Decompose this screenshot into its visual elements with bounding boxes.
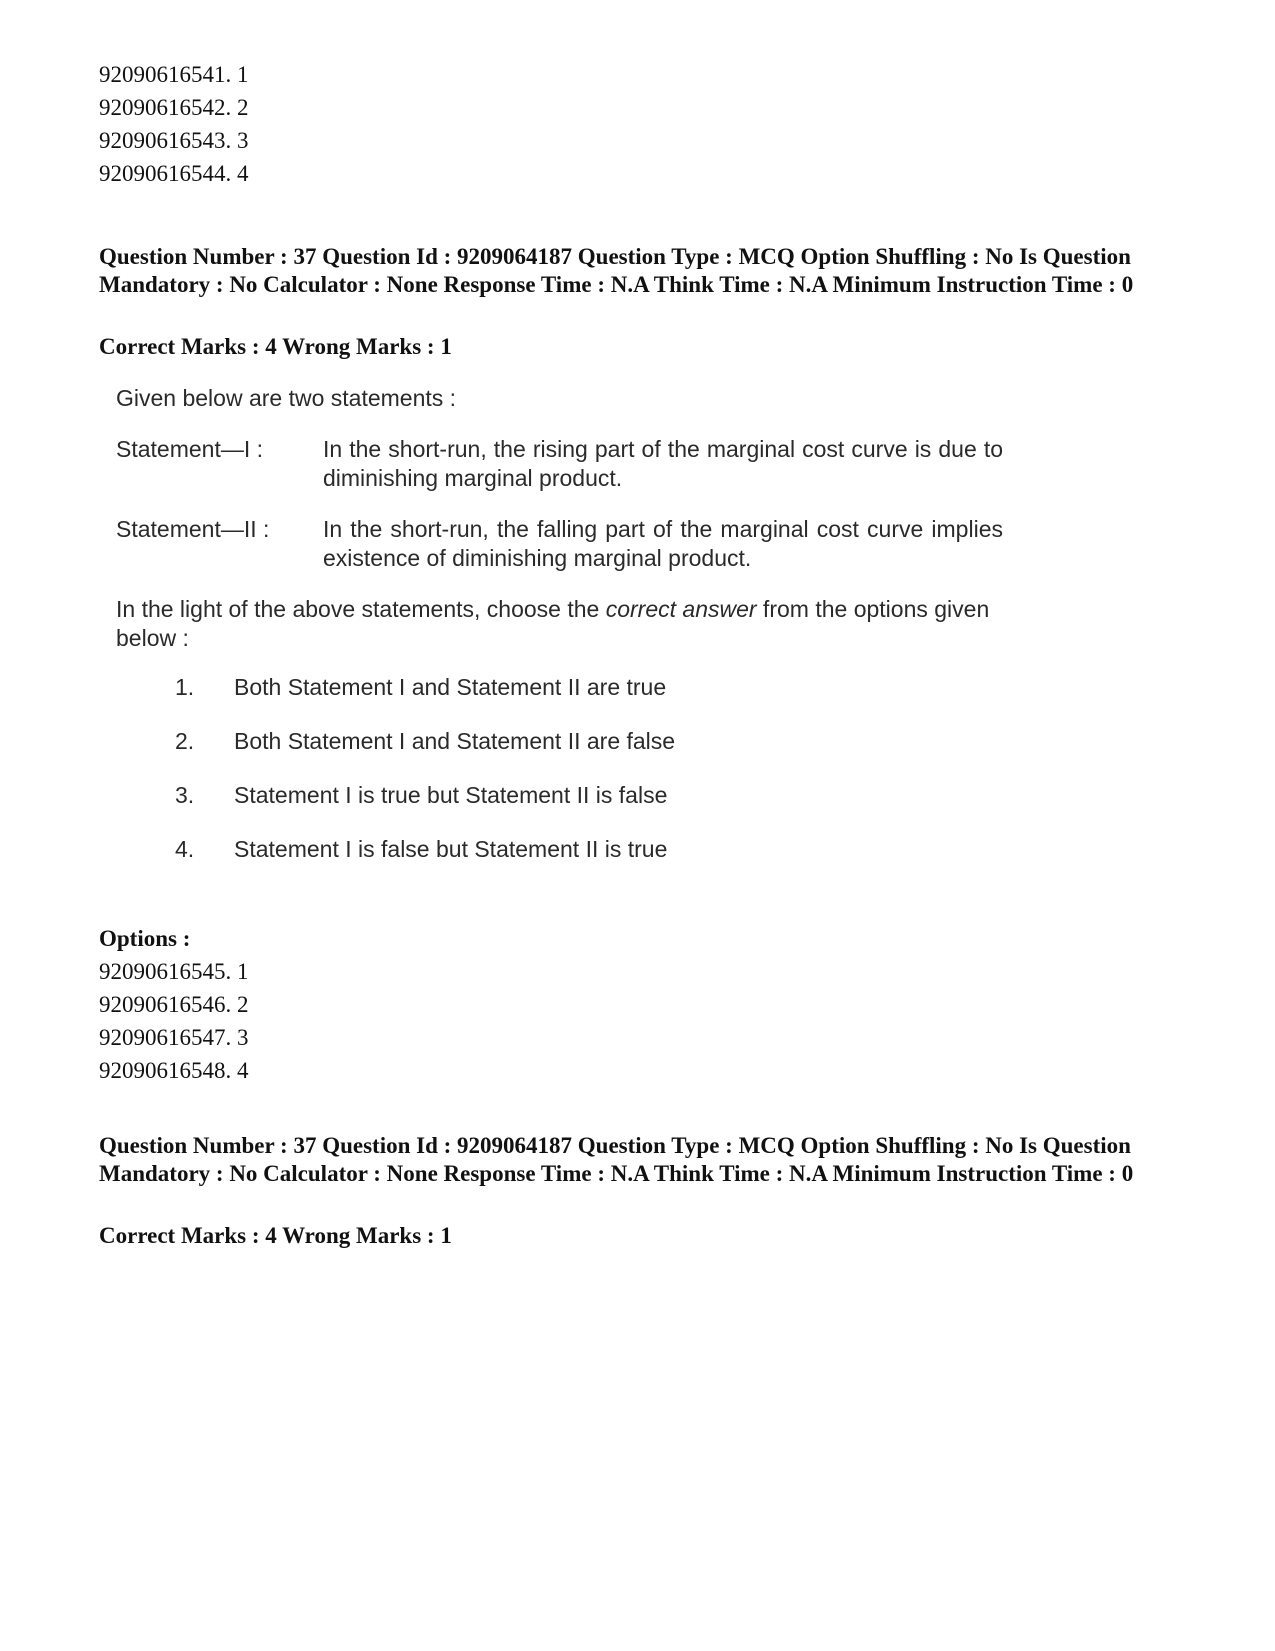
answer-choice <box>175 835 1016 889</box>
question-prompt <box>116 595 1001 653</box>
statement-label: Statement—II : <box>116 516 270 542</box>
option-id-line: 92090616548. 4 <box>99 1058 249 1083</box>
statement-row <box>116 435 1016 493</box>
question-prompt-emphasis: correct answer <box>605 596 757 622</box>
next-question-meta-header: Question Number : 37 Question Id : 9209064187 Question Type : MCQ Option Shuffling : No Is Question Mandatory : No Calculator : None Response Time : N.A Think Time : N.A Minimum Instruction Time : 0 <box>99 1133 1134 1186</box>
option-id-line: 92090616544. 4 <box>99 161 249 186</box>
choice-text: Statement I is false but Statement II is true <box>234 836 668 862</box>
answer-choice <box>175 781 1016 835</box>
option-id-line: 92090616543. 3 <box>99 128 249 153</box>
choice-number: 3. <box>175 782 195 808</box>
question-body <box>116 384 1016 889</box>
option-id-line: 92090616541. 1 <box>99 62 249 87</box>
question-marks: Correct Marks : 4 Wrong Marks : 1 <box>99 334 452 359</box>
choice-text: Both Statement I and Statement II are false <box>234 728 676 754</box>
options-label: Options : <box>99 926 191 951</box>
question-prompt-before: In the light of the above statements, choose the <box>116 596 606 622</box>
question-intro: Given below are two statements : <box>116 385 457 411</box>
question-prompt-after: from the options given below : <box>116 596 990 651</box>
question-meta-header: Question Number : 37 Question Id : 9209064187 Question Type : MCQ Option Shuffling : No Is Question Mandatory : No Calculator : None Response Time : N.A Think Time : N.A Minimum Instruction Time : 0 <box>99 244 1134 297</box>
statement-text: In the short-run, the falling part of the marginal cost curve implies existence of diminishing marginal product. <box>323 516 1003 571</box>
choice-text: Both Statement I and Statement II are true <box>234 674 667 700</box>
answer-choice <box>175 727 1016 781</box>
option-id-line: 92090616545. 1 <box>99 959 249 984</box>
statement-label: Statement—I : <box>116 436 264 462</box>
choice-number: 1. <box>175 674 195 700</box>
options-list <box>99 922 1199 1087</box>
option-id-line: 92090616546. 2 <box>99 992 249 1017</box>
previous-options-list <box>99 58 1199 190</box>
statement-text: In the short-run, the rising part of the marginal cost curve is due to diminishing marginal product. <box>323 436 1003 491</box>
statement-row <box>116 515 1016 573</box>
choice-text: Statement I is true but Statement II is false <box>234 782 668 808</box>
choice-number: 4. <box>175 836 195 862</box>
option-id-line: 92090616547. 3 <box>99 1025 249 1050</box>
next-question-marks: Correct Marks : 4 Wrong Marks : 1 <box>99 1223 452 1248</box>
answer-choice <box>175 673 1016 727</box>
option-id-line: 92090616542. 2 <box>99 95 249 120</box>
choice-number: 2. <box>175 728 195 754</box>
